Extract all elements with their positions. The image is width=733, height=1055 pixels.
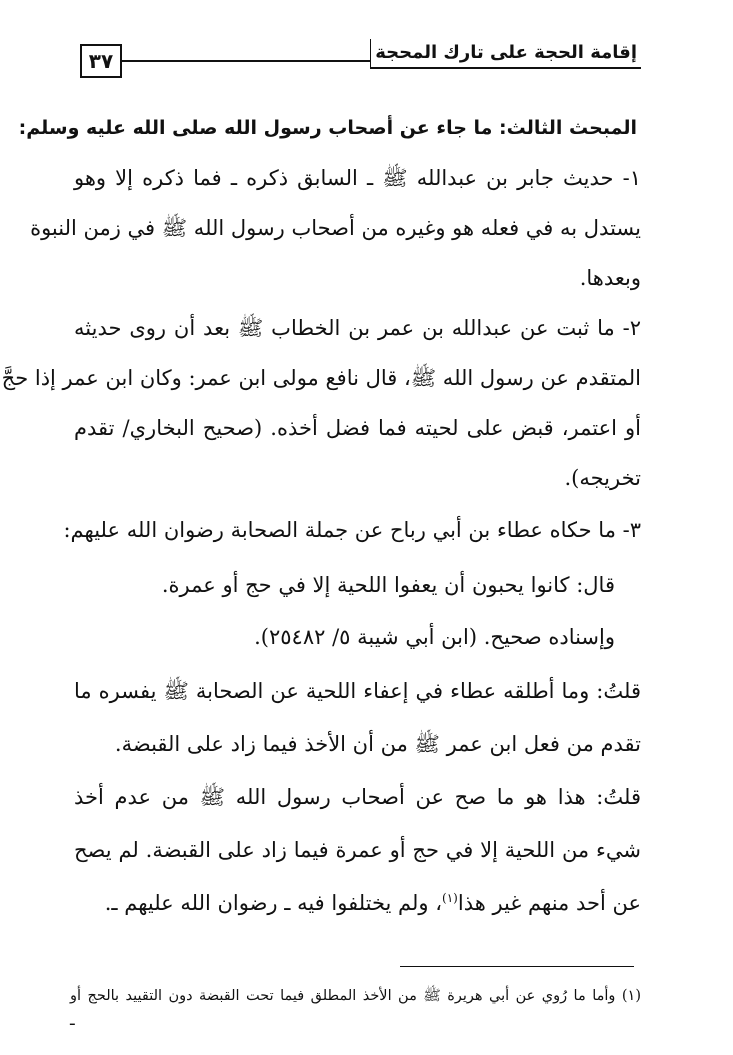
text-line-14: شيء من اللحية إلا في حج أو عمرة فيما زاد على القبضة. لم يصح bbox=[74, 838, 641, 862]
page-number: ٣٧ bbox=[80, 44, 122, 78]
text-line-9: قال: كانوا يحبون أن يعفوا اللحية إلا في حج أو عمرة. bbox=[161, 573, 615, 597]
text-line-15 bbox=[74, 888, 641, 918]
text-line-12: تقدم من فعل ابن عمر ﷺ من أن الأخذ فيما زاد على القبضة. bbox=[114, 732, 641, 756]
text-line-7: تخريجه). bbox=[564, 466, 641, 490]
text-line-15-b: ، ولم يختلفوا فيه ـ رضوان الله عليهم ـ. bbox=[104, 891, 443, 915]
footnote-reference[interactable]: (١) bbox=[442, 891, 458, 905]
section-heading: المبحث الثالث: ما جاء عن أصحاب رسول الله صلى الله عليه وسلم: bbox=[18, 117, 637, 139]
footnote-text: (١) وأما ما رُوي عن أبي هريرة ﷺ من الأخذ المطلق فيما تحت القبضة دون التقييد بالحج أو bbox=[70, 988, 641, 1004]
footnote-continuation: ـ bbox=[70, 1010, 75, 1029]
text-line-10: وإسناده صحيح. (ابن أبي شيبة ٥/ ٢٥٤٨٢). bbox=[254, 625, 615, 649]
text-line-2: يستدل به في فعله هو وغيره من أصحاب رسول الله ﷺ في زمن النبوة bbox=[30, 216, 641, 240]
text-line-3: وبعدها. bbox=[579, 266, 641, 290]
text-line-6: أو اعتمر، قبض على لحيته فما فضل أخذه. (صحيح البخاري/ تقدم bbox=[74, 416, 641, 440]
text-line-15-a: عن أحد منهم غير هذا bbox=[457, 891, 641, 915]
text-line-4: ٢- ما ثبت عن عبدالله بن عمر بن الخطاب ﷺ بعد أن روى حديثه bbox=[74, 316, 641, 340]
text-line-13: قلتُ: هذا هو ما صح عن أصحاب رسول الله ﷺ من عدم أخذ bbox=[74, 785, 641, 809]
text-line-8: ٣- ما حكاه عطاء بن أبي رباح عن جملة الصحابة رضوان الله عليهم: bbox=[63, 518, 641, 542]
text-line-11: قلتُ: وما أطلقه عطاء في إعفاء اللحية عن الصحابة ﷺ يفسره ما bbox=[74, 679, 641, 703]
text-line-1: ١- حديث جابر بن عبدالله ﷺ ـ السابق ذكره ـ فما ذكره إلا وهو bbox=[74, 166, 641, 190]
text-line-5: المتقدم عن رسول الله ﷺ، قال نافع مولى ابن عمر: وكان ابن عمر إذا حجَّ bbox=[1, 366, 641, 390]
running-header-title: إقامة الحجة على تارك المحجة bbox=[370, 39, 641, 69]
footnote-separator bbox=[400, 966, 634, 967]
